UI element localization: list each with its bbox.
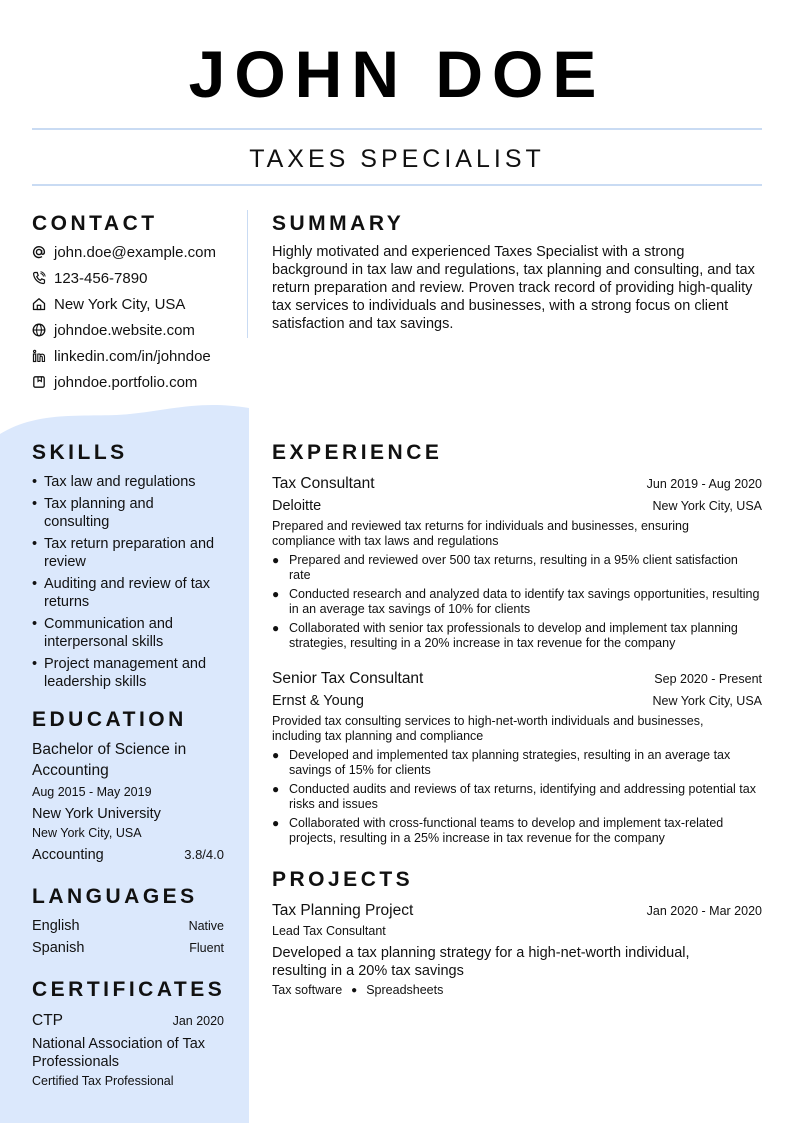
bullet-text: Collaborated with senior tax professionals to develop and implement tax planning strategies, resulting in a 20% increase in tax revenue for the company xyxy=(289,621,738,650)
skill-text: Tax planning and consulting xyxy=(44,496,154,530)
project-header xyxy=(272,900,762,921)
bullet-text: Conducted research and analyzed data to identify tax savings opportunities, resulting in an average tax savings of 10% for clients xyxy=(289,587,760,616)
contact-website[interactable] xyxy=(32,319,195,341)
contact-location-text: New York City, USA xyxy=(54,295,186,313)
bullet-dot: ● xyxy=(272,553,280,567)
project-title: Tax Planning Project xyxy=(272,902,414,919)
skill-item xyxy=(32,655,232,691)
bullet-dot: ● xyxy=(272,816,280,830)
skill-text: Auditing and review of tax returns xyxy=(44,576,211,610)
projects-heading: PROJECTS xyxy=(272,868,414,891)
bullet-text: Developed and implemented tax planning strategies, resulting in an average tax savings of 15% for clients xyxy=(289,748,731,777)
job-bullet xyxy=(272,621,762,651)
contact-email-text: john.doe@example.com xyxy=(54,243,216,261)
contact-portfolio-text: johndoe.portfolio.com xyxy=(54,373,198,391)
language-name: Spanish xyxy=(32,940,85,956)
job-title: Senior Tax Consultant xyxy=(272,670,424,687)
bullet-dot: • xyxy=(32,616,38,632)
job-company: Deloitte xyxy=(272,498,322,514)
education-field: Accounting xyxy=(32,847,104,863)
education-field-row xyxy=(32,846,224,864)
summary-heading: SUMMARY xyxy=(272,212,405,235)
job-bullet xyxy=(272,748,762,778)
education-school: New York University xyxy=(32,806,161,822)
job-dates: Sep 2020 - Present xyxy=(654,672,762,686)
skill-text: Communication and interpersonal skills xyxy=(44,616,173,650)
skill-item xyxy=(32,535,232,571)
globe-icon xyxy=(32,323,46,337)
bullet-text: Conducted audits and reviews of tax returns, identifying and addressing potential tax risks and issues xyxy=(289,782,756,811)
language-level: Native xyxy=(188,919,224,933)
job-description: Prepared and reviewed tax returns for individuals and businesses, ensuring compliance with tax laws and regulations xyxy=(272,519,689,548)
bullet-dot: • xyxy=(32,496,38,512)
person-name: JOHN DOE xyxy=(188,37,606,111)
certificate-desc: Certified Tax Professional xyxy=(32,1074,174,1088)
job-title: Tax Consultant xyxy=(272,475,375,492)
contact-phone-text: 123-456-7890 xyxy=(54,269,148,287)
skill-text: Tax return preparation and review xyxy=(44,536,215,570)
education-dates: Aug 2015 - May 2019 xyxy=(32,785,152,799)
contact-heading: CONTACT xyxy=(32,212,158,235)
education-degree: Bachelor of Science in Accounting xyxy=(32,741,187,779)
job-company-row xyxy=(272,692,762,710)
skill-text: Project management and leadership skills xyxy=(44,656,207,690)
job-bullet xyxy=(272,587,762,617)
contact-linkedin[interactable] xyxy=(32,345,211,367)
project-dates: Jan 2020 - Mar 2020 xyxy=(646,904,762,918)
portfolio-icon xyxy=(32,375,46,389)
bullet-dot: • xyxy=(32,576,38,592)
phone-icon xyxy=(32,271,46,285)
language-name: English xyxy=(32,918,80,934)
header-rule-bottom xyxy=(32,184,762,186)
bullet-dot: ● xyxy=(272,782,280,796)
language-row xyxy=(32,939,224,957)
job-company-row xyxy=(272,497,762,515)
skill-item xyxy=(32,495,232,531)
job-location: New York City, USA xyxy=(652,499,762,513)
job-location: New York City, USA xyxy=(652,694,762,708)
language-row xyxy=(32,917,224,935)
bullet-text: Collaborated with cross-functional teams to develop and implement tax-related projects, resulting in a 25% increase in tax revenue for the company xyxy=(289,816,724,845)
at-icon xyxy=(32,245,46,259)
project-description: Developed a tax planning strategy for a high-net-worth individual, resulting in a 20% tax savings xyxy=(272,945,690,979)
bullet-dot: • xyxy=(32,536,38,552)
skill-item xyxy=(32,615,232,651)
linkedin-icon xyxy=(32,349,46,363)
bullet-dot: • xyxy=(32,656,38,672)
project-role: Lead Tax Consultant xyxy=(272,924,386,938)
separator-dot: ● xyxy=(351,985,358,996)
certificate-issuer: National Association of Tax Professionals xyxy=(32,1036,206,1070)
contact-email[interactable] xyxy=(32,241,216,263)
project-tool: Tax software xyxy=(272,983,343,997)
certificate-date: Jan 2020 xyxy=(172,1014,224,1028)
bullet-dot: • xyxy=(32,474,38,490)
job-dates: Jun 2019 - Aug 2020 xyxy=(646,477,762,491)
bullet-text: Prepared and reviewed over 500 tax returns, resulting in a 95% client satisfaction rate xyxy=(289,553,738,582)
certificate-name: CTP xyxy=(32,1012,63,1029)
education-heading: EDUCATION xyxy=(32,708,187,731)
language-level: Fluent xyxy=(189,941,224,955)
job-bullet xyxy=(272,816,762,846)
project-tools xyxy=(272,983,443,998)
job-description: Provided tax consulting services to high-net-worth individuals and businesses, including tax planning and compliance xyxy=(272,714,704,743)
job-company: Ernst & Young xyxy=(272,693,364,709)
contact-website-text: johndoe.website.com xyxy=(54,321,195,339)
job-header xyxy=(272,668,762,689)
contact-linkedin-text: linkedin.com/in/johndoe xyxy=(54,347,211,365)
skill-item xyxy=(32,575,232,611)
summary-text: Highly motivated and experienced Taxes Specialist with a strong background in tax law and regulations, tax planning and consulting, and tax return preparation and review. Proven track record of providing high-quality tax services to individuals and businesses, with a strong focus on client satisfaction and tax savings. xyxy=(272,244,755,332)
certificates-heading: CERTIFICATES xyxy=(32,978,226,1001)
contact-portfolio[interactable] xyxy=(32,371,197,393)
education-gpa: 3.8/4.0 xyxy=(184,847,224,862)
education-location: New York City, USA xyxy=(32,826,142,840)
job-title: TAXES SPECIALIST xyxy=(249,145,545,173)
home-icon xyxy=(32,297,46,311)
contact-phone[interactable] xyxy=(32,267,147,289)
job-header xyxy=(272,473,762,494)
bullet-dot: ● xyxy=(272,748,280,762)
skill-item xyxy=(32,473,232,491)
languages-heading: LANGUAGES xyxy=(32,885,198,908)
job-bullet xyxy=(272,553,762,583)
header-rule-top xyxy=(32,128,762,130)
certificate-row xyxy=(32,1010,224,1031)
skills-heading: SKILLS xyxy=(32,441,128,464)
skill-text: Tax law and regulations xyxy=(44,474,196,490)
bullet-dot: ● xyxy=(272,587,280,601)
column-divider xyxy=(247,210,248,338)
contact-location xyxy=(32,293,185,315)
bullet-dot: ● xyxy=(272,621,280,635)
project-tool: Spreadsheets xyxy=(366,983,444,997)
experience-heading: EXPERIENCE xyxy=(272,441,443,464)
job-bullet xyxy=(272,782,762,812)
